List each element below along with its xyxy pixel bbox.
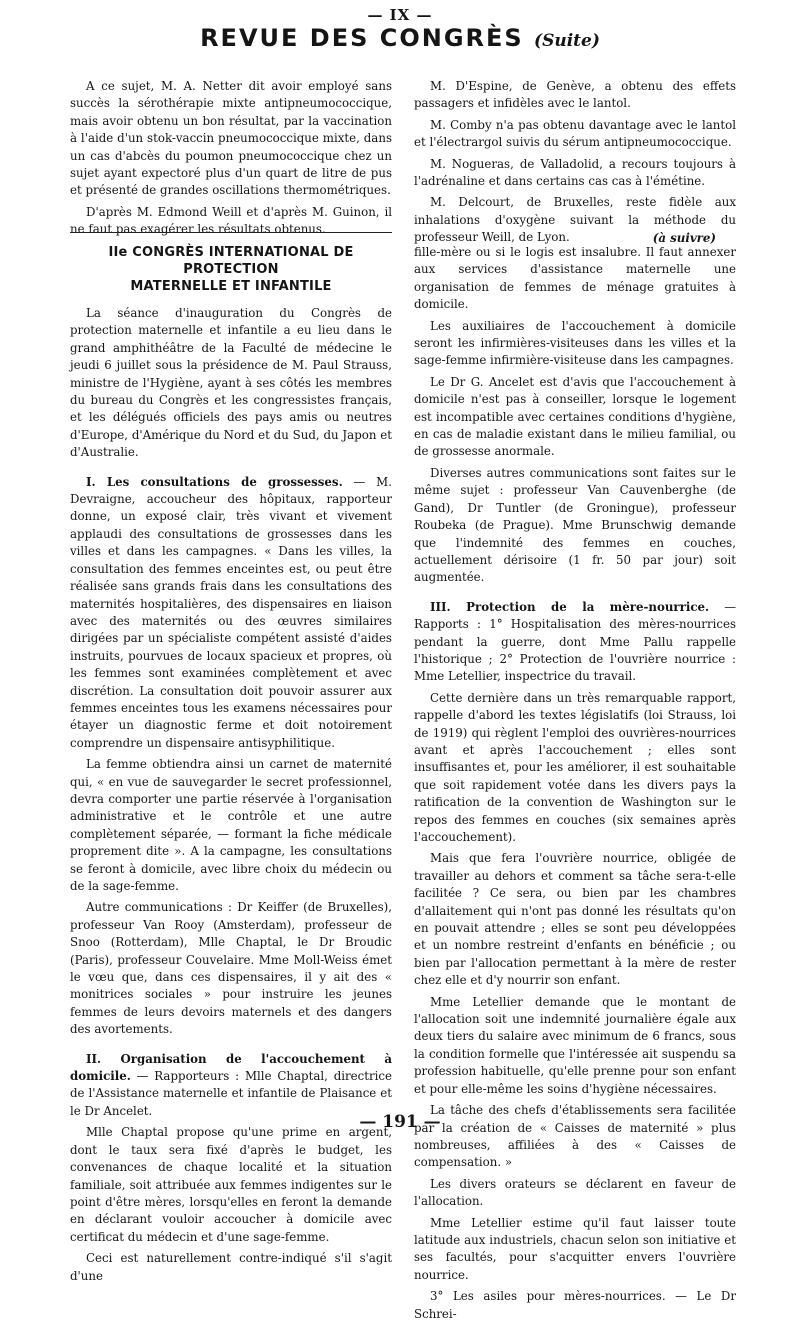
title-text: REVUE DES CONGRÈS (200, 24, 524, 52)
paragraph: Autre communications : Dr Keiffer (de Bruxelles), professeur Van Rooy (Amsterdam), professeur de Snoo (Rotterdam), Mlle Chaptal, le Dr Broudic (Paris), professeur Couvelaire. Mme Moll-Weiss émet le vœu que, dans ces dispensaires, il y ait des « monitrices sociales » pour instruire les jeunes femmes de leurs devoirs maternels et des dangers des avortements. (70, 900, 392, 1037)
to-be-continued: (à suivre) (652, 230, 716, 245)
paragraph: Mme Letellier demande que le montant de l'allocation soit une indemnité journalière égale aux deux tiers du salaire avec minimum de 6 francs, sous la condition formelle que l'intéressée ait suspendu sa profession habituelle, qu'elle prenne pour son enfant et pour elle-même les soins d'hygiène nécessaires. (414, 994, 736, 1096)
subsection-heading: I. Les consultations de grossesses. (86, 474, 343, 489)
paragraph: Mais que fera l'ouvrière nourrice, obligée de travailler au dehors et comment sa tâche sera-t-elle facilitée ? Ce sera, ou bien par les chambres d'allaitement qui n'ont pas donné les résultats qu'on en pouvait attendre ; elles se sont peu développées et un nombre restreint d'enfants en bénéficie ; ou bien par l'allocation permettant à la mère de rester chez elle et d'y nourrir son enfant. (414, 851, 736, 988)
paragraph: Les auxiliaires de l'accouchement à domicile seront les infirmières-visiteuses dans les villes et la sage-femme infirmière-visiteuse dans les campagnes. (414, 318, 736, 368)
paragraph: Le Dr G. Ancelet est d'avis que l'accouchement à domicile n'est pas à conseiller, lorsque le logement est incompatible avec certaines conditions d'hygiène, en cas de maladie existant dans le milieu familial, ou de grossesse anormale. (414, 374, 736, 459)
paragraph-text: — M. Devraigne, accoucheur des hôpitaux, rapporteur donne, un exposé clair, très vivant et vivement applaudi des consultations de grossesses dans les villes et dans les campagnes. « Dans les villes, la consultation des femmes enceintes est, ou peut être réalisée sans grands frais dans les consultations des maternités hospitalières, des dispensaires en liaison avec des maternités ou des œuvres similaires dirigées par un spécialiste compétent assisté d'aides instruits, pourvues de locaux spacieux et propres, où les femmes sont examinées complètement et avec discrétion. La consultation doit pouvoir assurer aux femmes enceintes tous les examens nécessaires pour étayer un diagnostic ferme et doit notoirement comprendre un dispensaire antisyphilitique. (70, 474, 392, 750)
paragraph: M. Nogueras, de Valladolid, a recours toujours à l'adrénaline et dans certains cas cas à l'émétine. (414, 156, 736, 189)
paragraph: Cette dernière dans un très remarquable rapport, rappelle d'abord les textes législatifs (loi Strauss, loi de 1919) qui règlent l'emploi des ouvrières-nourrices avant et après l'accouchement ; elles sont insuffisantes et, pour les améliorer, il est souhaitable que soit rapidement votée dans les divers pays la ratification de la convention de Washington sur le repos des femmes en couches (six semaines après l'accouchement). (414, 690, 736, 844)
paragraph: Ceci est naturellement contre-indiqué s'il s'agit d'une (70, 1251, 392, 1283)
paragraph: Diverses autres communications sont faites sur le même sujet : professeur Van Cauvenberghe (de Gand), Dr Tuntler (de Groningue), professeur Roubeka (de Prague). Mme Brunschwig demande que l'indemnité des femmes en couches, actuellement dérisoire (1 fr. 50 par jour) soit augmentée. (414, 465, 736, 585)
right-body-column (414, 244, 736, 1327)
subsection-heading: III. Protection de la mère-nourrice. (430, 599, 710, 614)
top-right-column (414, 78, 736, 247)
page-title (0, 24, 800, 52)
subsection-heading: II. Organisation de l'accouchement à domicile. (70, 1051, 392, 1084)
page-number: — 191 — (359, 1112, 441, 1132)
paragraph: M. Comby n'a pas obtenu davantage avec le lantol et l'électrargol suivis du sérum antipneumococcique. (414, 117, 736, 150)
section-heading (70, 244, 392, 295)
paragraph: fille-mère ou si le logis est insalubre. Il faut annexer aux services d'assistance maternelle une organisation de femmes de ménage gratuites à domicile. (414, 245, 736, 312)
paragraph (70, 474, 392, 753)
left-body-column (70, 244, 392, 1289)
paragraph: D'après M. Edmond Weill et d'après M. Guinon, il ne faut pas exagérer les résultats obtenus. (70, 204, 392, 237)
page-folio: — IX — (367, 6, 433, 24)
section-title-line2: MATERNELLE ET INFANTILE (130, 279, 332, 294)
paragraph: M. Delcourt, de Bruxelles, reste fidèle aux inhalations d'oxygène suivant la méthode du professeur Weill, de Lyon. (414, 195, 736, 245)
paragraph (70, 1051, 392, 1121)
paragraph: La femme obtiendra ainsi un carnet de maternité qui, « en vue de sauvegarder le secret professionnel, devra comporter une partie réservée à l'organisation administrative et le contrôle et une autre complètement séparée, — formant la fiche médicale proprement dite ». A la campagne, les consultations se feront à domicile, avec libre choix du médecin ou de la sage-femme. (70, 757, 392, 893)
section-title-line1: IIe CONGRÈS INTERNATIONAL DE PROTECTION (108, 245, 354, 277)
top-left-column (70, 78, 392, 243)
intro-paragraph: La séance d'inauguration du Congrès de protection maternelle et infantile a eu lieu dans le grand amphithéâtre de la Faculté de médecine le jeudi 6 juillet sous la présidence de M. Paul Strauss, ministre de l'Hygiène, ayant à ses côtés les membres du bureau du Congrès et les congressistes français, et les délégués officiels des pays amis ou neutres d'Europe, d'Amérique du Nord et du Sud, du Japon et d'Australie. (70, 306, 392, 460)
paragraph (414, 599, 736, 686)
paragraph: 3° Les asiles pour mères-nourrices. — Le Dr Schrei- (414, 1289, 736, 1321)
paragraph: M. D'Espine, de Genève, a obtenu des effets passagers et infidèles avec le lantol. (414, 79, 736, 111)
paragraph: Mlle Chaptal propose qu'une prime en argent, dont le taux sera fixé d'après le budget, les convenances de chaque localité et la situation familiale, soit attribuée aux femmes indigentes sur le point d'être mères, lorsqu'elles en feront la demande en déclarant vouloir accoucher à domicile avec certificat du médecin et d'une sage-femme. (70, 1125, 392, 1244)
title-suffix: (Suite) (534, 31, 600, 51)
paragraph: Mme Letellier estime qu'il faut laisser toute latitude aux industriels, chacun selon son initiative et ses facultés, pour s'acquitter envers l'ouvrière nourrice. (414, 1215, 736, 1282)
paragraph: A ce sujet, M. A. Netter dit avoir employé sans succès la sérothérapie mixte antipneumococcique, mais avoir obtenu un bon résultat, par la vaccination à l'aide d'un stok-vaccin pneumococcique mixte, dans un cas d'abcès du poumon pneumococcique chez un sujet ayant expectoré plus d'un quart de litre de pus et présenté de grandes oscillations thermométriques. (70, 79, 392, 198)
divider (70, 232, 392, 233)
paragraph-text: — Rapports : 1° Hospitalisation des mères-nourrices pendant la guerre, dont Mme Pallu rappelle l'historique ; 2° Protection de l'ouvrière nourrice : Mme Letellier, inspectrice du travail. (414, 599, 736, 684)
paragraph: La tâche des chefs d'établissements sera facilitée par la création de « Caisses de maternité » plus nombreuses, affiliées à des « Caisses de compensation. » (414, 1103, 736, 1170)
paragraph: Les divers orateurs se déclarent en faveur de l'allocation. (414, 1176, 736, 1209)
paragraph-text: — Rapporteurs : Mlle Chaptal, directrice de l'Assistance maternelle et infantile de Plaisance et le Dr Ancelet. (70, 1069, 392, 1118)
